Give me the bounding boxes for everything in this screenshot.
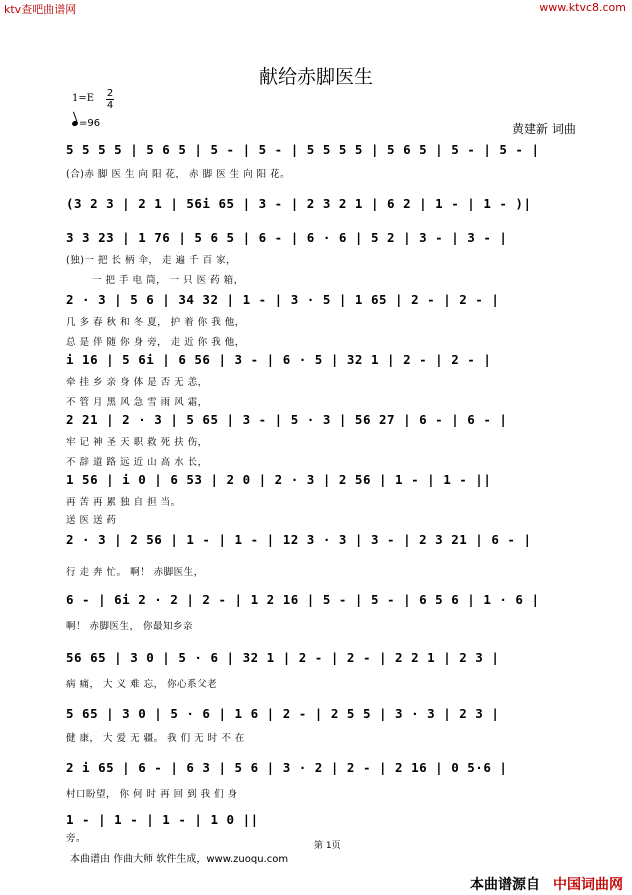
brand-right: 中国词曲网 bbox=[553, 877, 623, 893]
lyric-line: 村口盼望， 你 何 时 再 回 到 我 们 身 bbox=[66, 789, 238, 800]
lyric-line: 行 走 奔 忙。 啊！ 赤脚医生， bbox=[66, 567, 204, 578]
lyric-line: 病 痛， 大 义 难 忘， 你心系父老 bbox=[66, 679, 218, 690]
notation-row: 2 i 65 | 6 - | 6 3 | 5 6 | 3 · 2 | 2 - | 2 16 | 0 5·6 | bbox=[66, 760, 508, 775]
notation-row: 3 3 23 | 1 76 | 5 6 5 | 6 - | 6 · 6 | 5 2 | 3 - | 3 - | bbox=[66, 230, 508, 245]
lyric-line: 不 管 月 黑 风 急 雪 雨 风 霜， bbox=[66, 397, 208, 408]
lyric-line: 几 多 春 秋 和 冬 夏， 护 着 你 我 他， bbox=[66, 317, 245, 328]
time-signature bbox=[106, 88, 114, 111]
watermark-right: www.ktvc8.com bbox=[539, 1, 626, 14]
lyric-line: 牵 挂 乡 亲 身 体 是 否 无 恙， bbox=[66, 377, 208, 388]
notation-row: 6 - | 6i 2 · 2 | 2 - | 1 2 16 | 5 - | 5 - | 6 5 6 | 1 · 6 | bbox=[66, 592, 540, 607]
lyric-line: 旁。 bbox=[66, 833, 87, 844]
notation-row: (3 2 3 | 2 1 | 56i 65 | 3 - | 2 3 2 1 | 6 2 | 1 - | 1 - )| bbox=[66, 196, 532, 211]
notation-row: 1 56 | i 0 | 6 53 | 2 0 | 2 · 3 | 2 56 | 1 - | 1 - || bbox=[66, 472, 492, 487]
lyric-line: 总 是 伴 随 你 身 旁， 走 近 你 我 他， bbox=[66, 337, 245, 348]
time-bottom: 4 bbox=[106, 100, 114, 111]
key-signature: 1=E bbox=[72, 93, 95, 104]
lyric-line: 啊！ 赤脚医生， 你最知乡亲 bbox=[66, 621, 194, 632]
lyric-line: 牢 记 神 圣 天 职 救 死 扶 伤， bbox=[66, 437, 208, 448]
lyric-line: 健 康， 大 爱 无 疆。 我 们 无 时 不 在 bbox=[66, 733, 245, 744]
notation-row: i 16 | 5 6i | 6 56 | 3 - | 6 · 5 | 32 1 | 2 - | 2 - | bbox=[66, 352, 492, 367]
time-top: 2 bbox=[106, 88, 114, 99]
notation-row: 2 21 | 2 · 3 | 5 65 | 3 - | 5 · 3 | 56 27 | 6 - | 6 - | bbox=[66, 412, 508, 427]
tempo-value: =96 bbox=[79, 118, 101, 129]
lyric-line: 不 辞 道 路 远 近 山 高 水 长， bbox=[66, 457, 208, 468]
page-number: 第 1页 bbox=[314, 841, 341, 851]
notation-row: 2 · 3 | 2 56 | 1 - | 1 - | 12 3 · 3 | 3 - | 2 3 21 | 6 - | bbox=[66, 532, 532, 547]
tempo-mark bbox=[72, 118, 100, 129]
notation-row: 5 65 | 3 0 | 5 · 6 | 1 6 | 2 - | 2 5 5 | 3 · 3 | 2 3 | bbox=[66, 706, 500, 721]
author-credit: 黄建新 词曲 bbox=[512, 122, 576, 136]
watermark-left: ktv查吧曲谱网 bbox=[4, 3, 77, 16]
lyric-line: (独)一 把 长 柄 伞， 走 遍 千 百 家， bbox=[66, 255, 237, 266]
song-title: 献给赤脚医生 bbox=[258, 66, 373, 88]
notation-row: 5 5 5 5 | 5 6 5 | 5 - | 5 - | 5 5 5 5 | 5 6 5 | 5 - | 5 - | bbox=[66, 142, 540, 157]
lyric-line: 再 苦 再 累 独 自 担 当。 bbox=[66, 497, 181, 508]
footer-credit: 本曲谱由 作曲大师 软件生成，www.zuoqu.com bbox=[70, 854, 289, 865]
lyric-line: 送 医 送 药 bbox=[66, 515, 117, 526]
lyric-line: 一 把 手 电 筒， 一 只 医 药 箱， bbox=[92, 275, 244, 286]
notation-row: 1 - | 1 - | 1 - | 1 0 || bbox=[66, 812, 259, 827]
quarter-note-icon bbox=[71, 120, 78, 127]
lyric-line: (合)赤 脚 医 生 向 阳 花， 赤 脚 医 生 向 阳 花。 bbox=[66, 169, 291, 180]
notation-row: 56 65 | 3 0 | 5 · 6 | 32 1 | 2 - | 2 - | 2 2 1 | 2 3 | bbox=[66, 650, 500, 665]
notation-row: 2 · 3 | 5 6 | 34 32 | 1 - | 3 · 5 | 1 65 | 2 - | 2 - | bbox=[66, 292, 500, 307]
brand-left: 本曲谱源自 bbox=[470, 877, 540, 893]
